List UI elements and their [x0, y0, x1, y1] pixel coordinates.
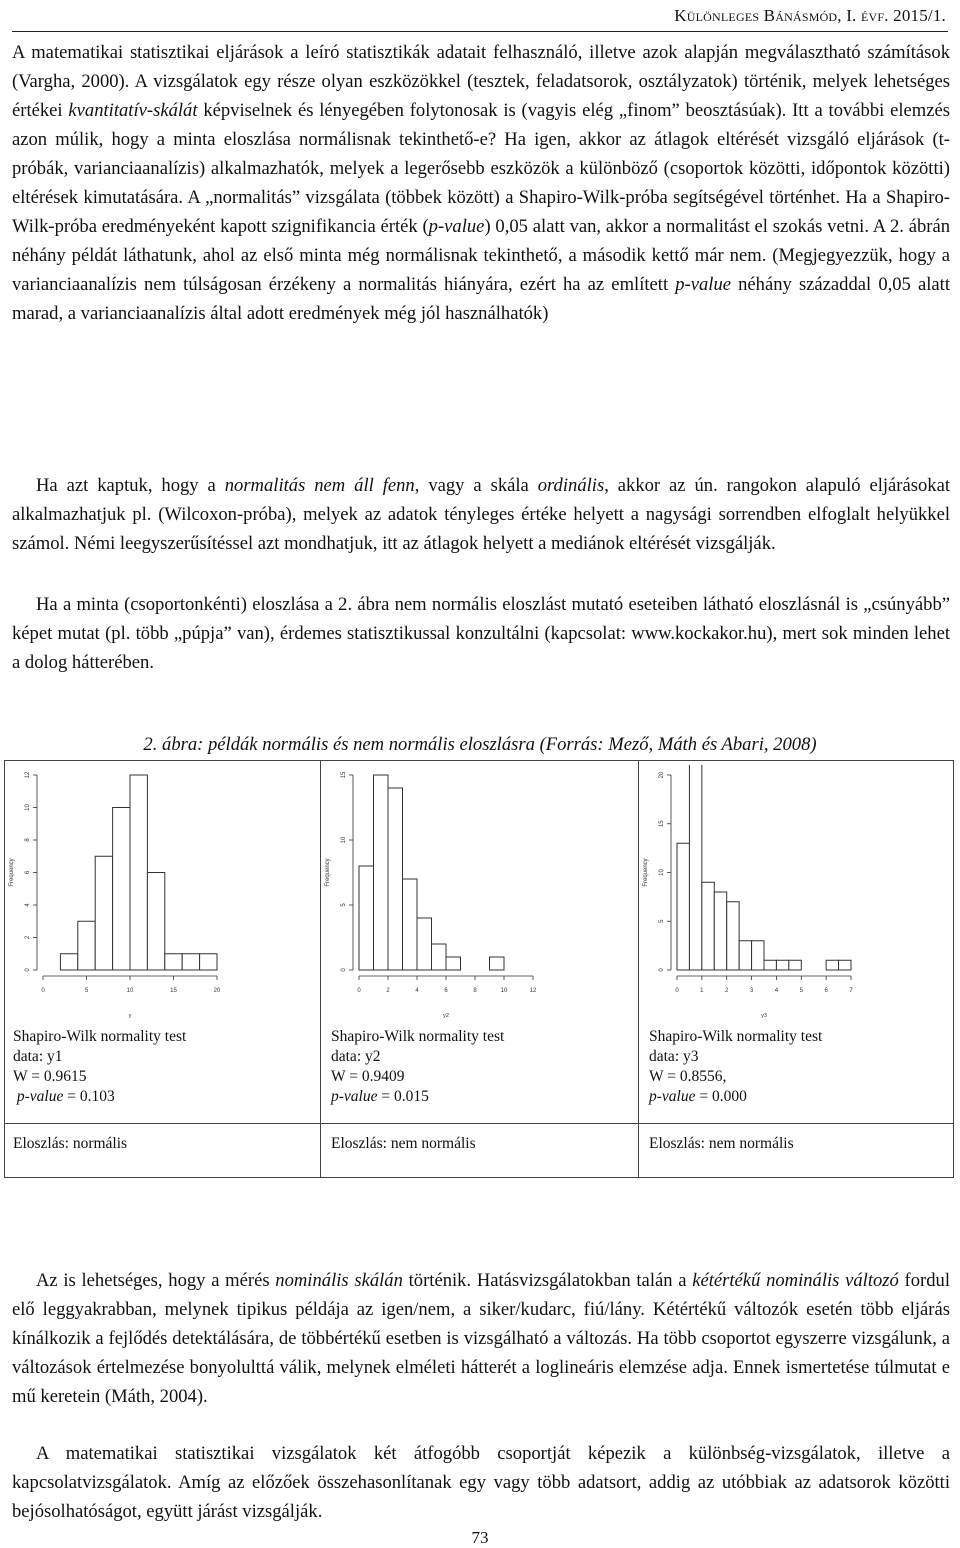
histogram-bar [689, 765, 701, 970]
header-rule [12, 31, 948, 32]
x-tick-label: 7 [849, 988, 853, 994]
x-axis-label: y2 [443, 1013, 449, 1019]
test-name: Shapiro-Wilk normality test [13, 1028, 187, 1045]
y-tick-label: 10 [341, 836, 347, 844]
y-tick-label: 0 [25, 968, 31, 972]
histogram-bar [839, 960, 851, 970]
histogram-bar [182, 954, 199, 970]
y-tick-label: 0 [341, 968, 347, 972]
figure-panel-2 [321, 761, 638, 1177]
x-tick-label: 8 [473, 988, 477, 994]
y-tick-label: 8 [25, 838, 31, 842]
histogram-bar [403, 879, 418, 970]
x-axis-label: y [128, 1013, 132, 1019]
histogram-bar [446, 957, 461, 970]
x-tick-label: 20 [213, 988, 221, 994]
histogram-bar [200, 954, 217, 970]
y-tick-label: 15 [341, 771, 347, 779]
histogram-bar [147, 873, 164, 971]
distribution-1: Eloszlás: normális [13, 1135, 128, 1152]
histogram-bar [78, 921, 95, 970]
test-data: data: y3 [649, 1048, 699, 1065]
test-p: p-value = 0.015 [331, 1088, 429, 1105]
histogram-bar [789, 960, 801, 970]
x-tick-label: 0 [675, 988, 679, 994]
y-tick-label: 2 [25, 935, 31, 940]
histogram-bar [727, 902, 739, 970]
histogram-bar [417, 918, 432, 970]
histogram-bar [113, 808, 130, 971]
test-p: p-value = 0.000 [649, 1088, 747, 1105]
x-tick-label: 0 [357, 988, 361, 994]
figure-caption: 2. ábra: példák normális és nem normális eloszlásra (Forrás: Mező, Máth és Abari, 2008) [143, 734, 817, 755]
histogram-bar [165, 954, 182, 970]
paragraph-5: A matematikai statisztikai vizsgálatok két átfogóbb csoportját képezik a különbség-vizsgálatok, illetve a kapcsolatvizsgálatok. Amíg az előzőek összehasonlítanak egy vagy több adatsort, addig az utóbbiak az adatsorok közötti bejósolhatóságot, együtt járást vizsgálják. [12, 1443, 950, 1522]
y-tick-label: 10 [25, 804, 31, 811]
histogram-bar [826, 960, 838, 970]
histogram-3 [641, 765, 951, 1027]
y-axis-label: Frequency [325, 858, 331, 887]
x-axis-label: y3 [761, 1013, 767, 1019]
x-tick-label: 6 [824, 988, 828, 994]
y-tick-label: 15 [659, 820, 665, 828]
test-w: W = 0.9409 [331, 1068, 405, 1085]
histogram-2 [323, 765, 633, 1027]
y-tick-label: 4 [25, 903, 31, 907]
x-tick-label: 5 [84, 988, 89, 994]
histogram-bar [702, 882, 714, 970]
histogram-bar [752, 941, 764, 970]
shapiro-result-2 [331, 1027, 504, 1107]
distribution-2: Eloszlás: nem normális [331, 1135, 476, 1152]
x-tick-label: 12 [529, 988, 537, 994]
test-data: data: y2 [331, 1048, 381, 1065]
histogram-bar [739, 941, 751, 970]
paragraph-1: A matematikai statisztikai eljárások a leíró statisztikák adatait felhasználó, illetve azok alapján megválasztható számítások (Vargha, 2000). A vizsgálatok egy része olyan eszközökkel (tesztek, feladatsorok, osztályzatok) történik, melyek lehetséges értékei kvantitatív-skálát képviselnek és lényegében folytonosak is (vagyis elég „finom” beosztásúak). Itt a további elemzés azon múlik, hogy a minta eloszlása normálisnak tekinthető-e? Ha igen, akkor az átlagok eltérését vizsgáló eljárások (t-próbák, varianciaanalízis) alkalmazhatók, melyek a legerősebb eszközök a különböző (csoportok közötti, időpontok közötti) eltérések kimutatására. A „normalitás” vizsgálata (többek között) a Shapiro-Wilk-próba segítségével történhet. Ha a Shapiro-Wilk-próba eredményeként kapott szignifikancia érték (p-value) 0,05 alatt van, akkor a normalitást el szokás vetni. A 2. ábrán néhány példát láthatunk, ahol az első minta még normálisnak tekinthető, a második kettő már nem. (Megjegyezzük, hogy a varianciaanalízis nem túlságosan érzékeny a normalitás hiányára, ezért ha az említett p-value néhány századdal 0,05 alatt marad, a varianciaanalízis által adott eredmények még jól használhatók) [12, 42, 950, 324]
figure-panel-3 [639, 761, 953, 1177]
y-tick-label: 5 [659, 919, 665, 923]
x-tick-label: 2 [725, 988, 729, 994]
y-axis-label: Frequency [643, 858, 649, 887]
x-tick-label: 3 [749, 988, 754, 994]
y-tick-label: 5 [341, 903, 347, 907]
test-w: W = 0.9615 [13, 1068, 87, 1085]
x-tick-label: 4 [415, 988, 419, 994]
test-w: W = 0.8556, [649, 1068, 727, 1085]
histogram-bar [95, 856, 112, 970]
x-tick-label: 0 [41, 988, 45, 994]
test-p: p-value = 0.103 [16, 1088, 115, 1105]
x-tick-label: 5 [799, 988, 803, 994]
x-tick-label: 10 [500, 988, 508, 994]
histogram-1 [7, 765, 317, 1027]
paragraph-3: Ha a minta (csoportonkénti) eloszlása a 2. ábra nem normális eloszlást mutató eseteiben látható eloszlásnál is „csúnyább” képet mutat (pl. több „púpja” van), érdemes statisztikussal konzultálni (kapcsolat: www.kockakor.hu), mert sok minden lehet a dolog hátterében. [12, 594, 950, 673]
x-tick-label: 1 [700, 988, 704, 994]
y-tick-label: 6 [25, 870, 31, 875]
test-data: data: y1 [13, 1048, 63, 1065]
histogram-bar [130, 775, 147, 970]
histogram-bar [714, 892, 726, 970]
page-number: 73 [471, 1528, 489, 1547]
y-tick-label: 12 [25, 771, 31, 779]
histogram-bar [490, 957, 505, 970]
distribution-3: Eloszlás: nem normális [649, 1135, 794, 1152]
paragraph-2: Ha azt kaptuk, hogy a normalitás nem áll fenn, vagy a skála ordinális, akkor az ún. rangokon alapuló eljárásokat alkalmazhatjuk pl. (Wilcoxon-próba), melyek az adatok tényleges értéke helyett a nagysági sorrendben elfoglalt helyükkel számol. Némi leegyszerűsítéssel azt mondhatjuk, itt az átlagok helyett a mediánok eltérését vizsgálják. [12, 475, 951, 554]
shapiro-result-1 [13, 1027, 186, 1107]
y-tick-label: 20 [659, 771, 665, 779]
x-tick-label: 4 [774, 988, 779, 994]
histogram-bar [677, 843, 689, 970]
x-tick-label: 10 [126, 988, 134, 994]
paragraph-4: Az is lehetséges, hogy a mérés nominális skálán történik. Hatásvizsgálatokban talán a kétértékű nominális változó fordul elő leggyakrabban, melynek tipikus példája az igen/nem, a siker/kudarc, fiú/lány. Kétértékű változók esetén több eljárás kínálkozik a fejlődés detektálására, de többértékű esetben is vizsgálható a változás. Ha több csoportot egyszerre vizsgálunk, a változások értelmezése bonyolulttá válik, melynek elméleti hátterét a loglineáris elemzése adja. Ennek ismertetése túlmutat e mű keretein (Máth, 2004). [12, 1270, 950, 1407]
shapiro-result-3 [649, 1027, 822, 1107]
y-tick-label: 10 [659, 869, 665, 876]
test-name: Shapiro-Wilk normality test [649, 1028, 823, 1045]
histogram-bar [432, 944, 447, 970]
x-tick-label: 2 [386, 988, 390, 994]
histogram-bar [388, 788, 403, 970]
histogram-bar [776, 960, 788, 970]
histogram-bar [359, 866, 374, 970]
figure-table [4, 760, 954, 1178]
x-tick-label: 15 [170, 988, 177, 994]
figure-panel-1 [5, 761, 320, 1177]
histogram-bar [374, 775, 389, 970]
y-axis-label: Frequency [9, 858, 15, 887]
test-name: Shapiro-Wilk normality test [331, 1028, 505, 1045]
histogram-bar [764, 960, 776, 970]
running-header: Különleges Bánásmód, I. évf. 2015/1. [674, 6, 946, 25]
histogram-bar [60, 954, 77, 970]
x-tick-label: 6 [444, 988, 448, 994]
y-tick-label: 0 [659, 968, 665, 972]
